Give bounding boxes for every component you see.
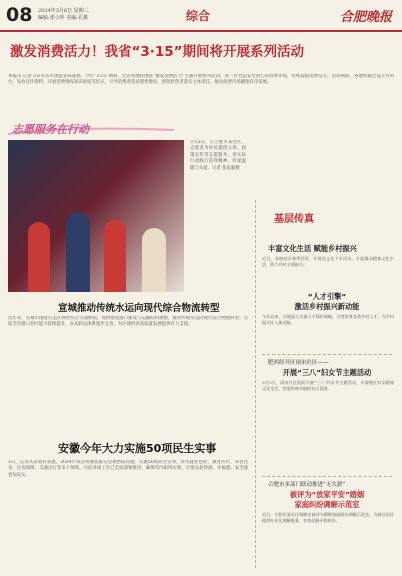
banner-title: 志愿服务在行动 <box>12 123 89 136</box>
photo-caption: 3月5日，在合肥市某社区，志愿者为居民提供义诊、政策宣传等志愿服务，用实际行动践行雷锋精神，传递温暖与关爱。记者 张家毅摄 <box>190 140 246 171</box>
sidebar-divider <box>262 354 392 355</box>
sidebar-title: 基层传真 <box>274 214 314 225</box>
article3-headline: 安徽今年大力实施50项民生实事 <box>58 442 217 455</box>
newspaper-logo: 合肥晚报 <box>339 10 392 25</box>
sidebar-item4-headline-line2: 家庭纠纷调解示范室 <box>294 500 360 509</box>
sidebar-divider <box>262 476 392 477</box>
sidebar-item4-headline-line1: 被评为“放家平安”婚姻 <box>289 490 365 499</box>
lead-article-body: 本报讯 记者 5日从省市场监管局获悉，今年“3·15”期间，全省各地将围绕“激发消费活力”主题开展系列活动，进一步营造安全放心的消费环境，持续提振消费信心。活动期间，各地将通过设立咨询台、发放宣传资料、开展消费维权知识讲座等形式，引导消费者依法理性维权，督促经营者落实主体责任，推动消费市场健康有序发展。 <box>8 74 394 86</box>
sidebar-item1-body: 近日，各地结合春季农时，开展送文化下乡活动，丰富群众精神文化生活，助力乡村全面振兴。 <box>262 256 394 267</box>
sidebar-item3-kicker: 肥西经开区雨宋社区—— <box>268 360 329 366</box>
section-title: 综合 <box>186 9 211 23</box>
sidebar-item1-headline: 丰富文化生活 赋能乡村振兴 <box>268 244 357 253</box>
sidebar-item4-body: 近日，合肥市某社区调解室被评为婚姻家庭纠纷调解示范室，为辖区居民提供专业化调解服务，有效化解矛盾纠纷。 <box>262 512 394 523</box>
sidebar-item2-headline-line1: “人才引擎” <box>307 292 347 301</box>
article2-body: 近年来，宣城市围绕打造区域性综合交通枢纽，加快推进港口建设与运输结构调整，推动传统水运向现代综合物流转型。目前全市港口吞吐能力持续提升，多式联运体系逐步完善，为区域经济高质量发展提供有力支撑。 <box>8 316 248 328</box>
sidebar-item2-headline-line2: 激活乡村振兴新动能 <box>294 302 360 311</box>
sidebar-item4-kicker: 合肥市多部门联动推进“无欠薪” <box>268 482 346 488</box>
volunteer-photo <box>8 140 184 292</box>
main-headline: 激发消费活力！我省“3·15”期间将开展系列活动 <box>10 44 305 60</box>
article2-headline: 宣城推动传统水运向现代综合物流转型 <box>58 303 220 314</box>
sidebar-item2-body: 今年以来，当地深入实施人才强村战略，引进培育各类乡村人才，为乡村振兴注入新动能。 <box>262 314 394 325</box>
editor-line: 编辑:张小婷 美编:孔雄 <box>38 15 88 21</box>
sidebar-item3-headline: 开展“三八”妇女节主题活动 <box>282 368 372 377</box>
volunteer-banner <box>8 118 174 138</box>
sidebar <box>255 200 398 568</box>
date-line: 2024年3月6日 星期三 <box>38 8 89 14</box>
article3-body: 5日，记者从省政府获悉，2024年我省将聚焦群众急难愁盼问题，实施50项民生实事，涉及就业创业、教育医疗、养老托育、住房保障、交通出行等多个领域。目前各项工作已全面部署推进，确保年内取得实效，让群众获得感、幸福感、安全感更加充实。 <box>8 460 248 478</box>
page-number: 08 <box>6 4 33 26</box>
page-header <box>0 0 402 32</box>
sidebar-item3-body: 3月5日，雨宋社区组织开展“三八”妇女节主题活动，丰富辖区妇女精神文化生活，营造和谐幸福的社区氛围。 <box>262 380 394 391</box>
